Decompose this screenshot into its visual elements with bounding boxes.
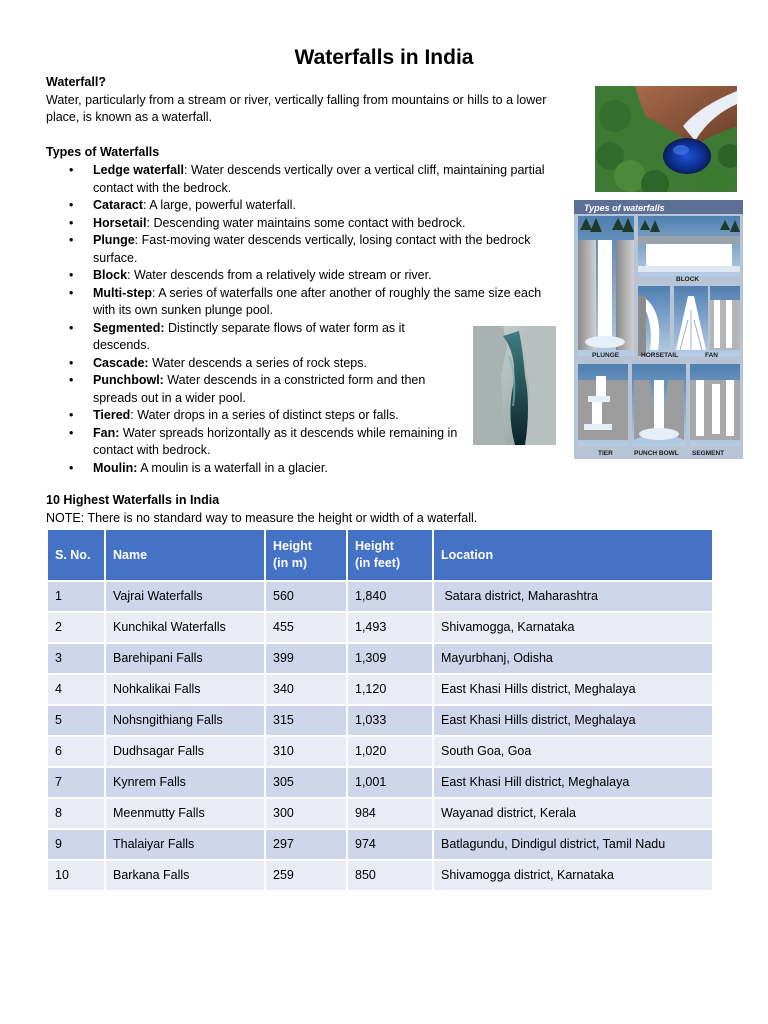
col-name-cell: Meenmutty Falls: [105, 798, 265, 829]
col-name-cell: Nohsngithiang Falls: [105, 705, 265, 736]
col-height-ft-cell: 1,120: [347, 674, 433, 705]
type-item: [46, 372, 463, 407]
col-location-cell: East Khasi Hill district, Meghalaya: [433, 767, 713, 798]
type-description: Water drops in a series of distinct steps or falls.: [133, 408, 399, 422]
type-term: Moulin:: [93, 460, 138, 475]
type-item: [46, 355, 463, 373]
col-height-ft-cell: 1,309: [347, 643, 433, 674]
col-height-ft-cell: 1,020: [347, 736, 433, 767]
type-term: Block: [93, 268, 128, 282]
table-row: [47, 860, 713, 891]
col-height-ft-cell: 1,840: [347, 581, 433, 612]
type-separator: :: [143, 198, 147, 212]
table-row: [47, 705, 713, 736]
col-height-ft-cell: 974: [347, 829, 433, 860]
col-location-cell: East Khasi Hills district, Meghalaya: [433, 705, 713, 736]
diagram-header: Types of waterfalls: [584, 203, 665, 213]
col-height-ft-header: Height (in feet): [347, 529, 433, 581]
type-description: Descending water maintains some contact with bedrock.: [149, 215, 466, 230]
type-description: Water spreads horizontally as it descends while remaining in contact with bedrock.: [93, 425, 458, 457]
type-term: Segmented:: [93, 320, 165, 335]
panel-plunge: [578, 216, 634, 356]
moulin-glacier-photo: [473, 326, 556, 445]
type-term: Plunge: [93, 233, 135, 247]
panel-segment: [690, 364, 740, 446]
type-item: [46, 232, 563, 267]
intro-text: Water, particularly from a stream or river, vertically falling from mountains or hills to a lower place, is known as a waterfall.: [46, 92, 547, 124]
panel-tier: [578, 364, 628, 446]
diagram-label-punch-bowl: PUNCH BOWL: [634, 450, 679, 457]
col-height-ft-cell: 850: [347, 860, 433, 891]
col-height-m-cell: 300: [265, 798, 347, 829]
col-height-m-header: Height (in m): [265, 529, 347, 581]
type-term: Ledge waterfall: [93, 163, 184, 177]
type-description: Water descends vertically over a vertical cliff, maintaining partial contact with the bedrock.: [93, 163, 545, 195]
type-term: Fan:: [93, 425, 120, 440]
diagram-label-fan: FAN: [705, 352, 718, 359]
col-height-m-cell: 340: [265, 674, 347, 705]
type-item: [46, 215, 563, 233]
type-description: Water descends from a relatively wide stream or river.: [130, 268, 432, 282]
types-heading: Types of Waterfalls: [46, 145, 160, 159]
type-term: Cascade:: [93, 355, 149, 370]
diagram-label-block: BLOCK: [676, 276, 700, 283]
type-term: Horsetail: [93, 215, 147, 230]
table-row: [47, 643, 713, 674]
col-sno-cell: 10: [47, 860, 105, 891]
type-separator: :: [130, 408, 134, 422]
waterfall-types-diagram: [574, 200, 743, 459]
col-sno-cell: 8: [47, 798, 105, 829]
waterfalls-table: [46, 528, 714, 892]
type-separator: :: [146, 215, 150, 230]
col-name-cell: Kynrem Falls: [105, 767, 265, 798]
col-location-cell: East Khasi Hills district, Meghalaya: [433, 674, 713, 705]
diagram-label-tier: TIER: [598, 450, 613, 457]
aerial-waterfall-photo: [595, 86, 737, 192]
diagram-label-horsetail: HORSETAIL: [641, 352, 679, 359]
col-location-cell: Shivamogga district, Karnataka: [433, 860, 713, 891]
col-sno-cell: 7: [47, 767, 105, 798]
col-sno-cell: 3: [47, 643, 105, 674]
col-height-m-cell: 259: [265, 860, 347, 891]
type-item: [46, 162, 563, 197]
col-height-ft-cell: 1,033: [347, 705, 433, 736]
col-sno-cell: 2: [47, 612, 105, 643]
type-item: [46, 285, 563, 320]
table-row: [47, 767, 713, 798]
col-height-ft-cell: 1,001: [347, 767, 433, 798]
type-description: Fast-moving water descends vertically, losing contact with the bedrock surface.: [93, 233, 531, 265]
type-separator: :: [152, 285, 156, 300]
type-separator: :: [184, 163, 188, 177]
col-name-cell: Kunchikal Waterfalls: [105, 612, 265, 643]
col-name-cell: Nohkalikai Falls: [105, 674, 265, 705]
col-name-cell: Dudhsagar Falls: [105, 736, 265, 767]
col-sno-cell: 5: [47, 705, 105, 736]
panel-horsetail: [638, 286, 670, 356]
col-sno-cell: 9: [47, 829, 105, 860]
panel-fan: [674, 286, 708, 356]
highest-heading: 10 Highest Waterfalls in India: [46, 493, 220, 507]
col-location-cell: Mayurbhanj, Odisha: [433, 643, 713, 674]
type-separator: :: [134, 233, 139, 247]
type-item: [46, 197, 563, 215]
intro-section: [46, 74, 566, 127]
col-location-cell: South Goa, Goa: [433, 736, 713, 767]
panel-punch-bowl: [632, 364, 686, 446]
col-name-header: Name: [105, 529, 265, 581]
col-name-cell: Thalaiyar Falls: [105, 829, 265, 860]
col-height-m-cell: 399: [265, 643, 347, 674]
type-separator: :: [127, 268, 131, 282]
table-row: [47, 829, 713, 860]
type-description: A moulin is a waterfall in a glacier.: [137, 460, 328, 475]
col-location-cell: Wayanad district, Kerala: [433, 798, 713, 829]
col-height-m-cell: 315: [265, 705, 347, 736]
col-height-ft-cell: 984: [347, 798, 433, 829]
type-term: Punchbowl:: [93, 373, 164, 387]
table-row: [47, 674, 713, 705]
col-sno-cell: 6: [47, 736, 105, 767]
col-height-ft-cell: 1,493: [347, 612, 433, 643]
col-height-m-cell: 455: [265, 612, 347, 643]
table-row: [47, 798, 713, 829]
type-item: [46, 320, 463, 355]
type-description: Water descends in a constricted form and then spreads out in a wider pool.: [93, 373, 426, 405]
col-height-m-cell: 310: [265, 736, 347, 767]
type-description: A series of waterfalls one after another of roughly the same size each with its own sunken plunge pool.: [93, 285, 542, 317]
col-sno-cell: 1: [47, 581, 105, 612]
type-term: Tiered: [93, 408, 131, 422]
type-item: [46, 267, 563, 285]
col-location-cell: Batlagundu, Dindigul district, Tamil Nadu: [433, 829, 713, 860]
col-location-cell: Shivamogga, Karnataka: [433, 612, 713, 643]
col-height-m-cell: 560: [265, 581, 347, 612]
col-height-m-cell: 305: [265, 767, 347, 798]
type-item: [46, 460, 563, 478]
diagram-label-plunge: PLUNGE: [592, 352, 620, 359]
col-location-cell: Satara district, Maharashtra: [433, 581, 713, 612]
diagram-label-segment: SEGMENT: [692, 450, 725, 457]
type-term: Multi-step: [93, 285, 153, 300]
page-title: Waterfalls in India: [294, 46, 474, 69]
panel-segment-top: [710, 286, 740, 356]
col-sno-header: S. No.: [47, 529, 105, 581]
type-description: Water descends a series of rock steps.: [148, 355, 367, 370]
col-sno-cell: 4: [47, 674, 105, 705]
table-row: [47, 736, 713, 767]
table-row: [47, 612, 713, 643]
type-description: A large, powerful waterfall.: [146, 198, 296, 212]
col-name-cell: Barehipani Falls: [105, 643, 265, 674]
type-item: [46, 407, 463, 425]
panel-block: [638, 216, 740, 276]
table-header-row: [47, 529, 713, 581]
col-location-header: Location: [433, 529, 713, 581]
type-description: Distinctly separate flows of water form as it descends.: [93, 320, 405, 352]
col-height-m-cell: 297: [265, 829, 347, 860]
col-name-cell: Vajrai Waterfalls: [105, 581, 265, 612]
intro-heading: Waterfall?: [46, 75, 106, 89]
type-term: Cataract: [93, 198, 144, 212]
table-row: [47, 581, 713, 612]
measurement-note: NOTE: There is no standard way to measure the height or width of a waterfall.: [46, 511, 478, 525]
type-item: [46, 425, 463, 460]
col-name-cell: Barkana Falls: [105, 860, 265, 891]
